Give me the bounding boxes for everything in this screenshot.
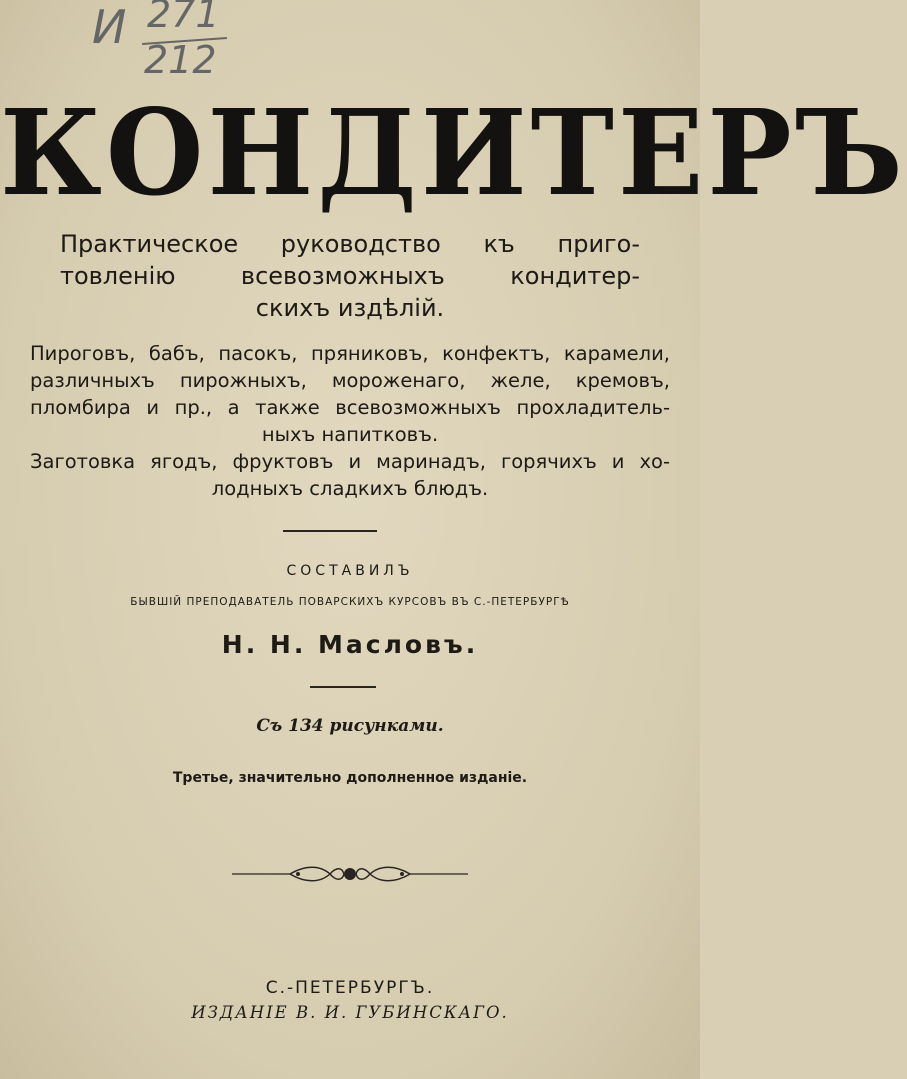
subtitle-line: скихъ издѣлій. — [255, 294, 445, 322]
contents-line: Пироговъ, бабъ, пасокъ, пряниковъ, конфектъ, карамели, — [30, 342, 670, 365]
ornament-flourish-icon — [230, 863, 470, 885]
author-name: Н. Н. Масловъ. — [221, 630, 479, 659]
publication-city: С.-ПЕТЕРБУРГЪ. — [265, 978, 435, 998]
edition-note: Третье, значительно дополненное изданіе. — [172, 770, 528, 786]
divider-rule — [283, 530, 377, 532]
compiled-by-label: СОСТАВИЛЪ — [286, 563, 414, 579]
shelfmark-prefix: И — [92, 0, 127, 54]
contents-line: лодныхъ сладкихъ блюдъ. — [211, 477, 489, 500]
contents-line: различныхъ пирожныхъ, мороженаго, желе, кремовъ, — [30, 369, 670, 392]
subtitle-line: товленію всевозможныхъ кондитер- — [60, 262, 640, 290]
contents-line: ныхъ напитковъ. — [261, 423, 439, 446]
subtitle-line: Практическое руководство къ приго- — [60, 230, 640, 258]
author-position: БЫВШІЙ ПРЕПОДАВАТЕЛЬ ПОВАРСКИХЪ КУРСОВЪ ВЪ С.-ПЕТЕРБУРГѢ — [130, 596, 570, 608]
contents-line: пломбира и пр., а также всевозможныхъ прохладитель- — [30, 396, 670, 419]
contents-line: Заготовка ягодъ, фруктовъ и маринадъ, горячихъ и хо- — [30, 450, 670, 473]
shelfmark-bottom: 212 — [144, 38, 217, 82]
subtitle — [0, 228, 700, 324]
illustrations-note: Съ 134 рисунками. — [256, 716, 444, 736]
divider-rule — [310, 686, 376, 688]
contents-description — [0, 340, 700, 502]
shelfmark-top: 271 — [147, 0, 220, 36]
book-title: КОНДИТЕРЪ — [0, 84, 907, 223]
publisher-name: ИЗДАНІЕ В. И. ГУБИНСКАГО. — [191, 1003, 509, 1022]
